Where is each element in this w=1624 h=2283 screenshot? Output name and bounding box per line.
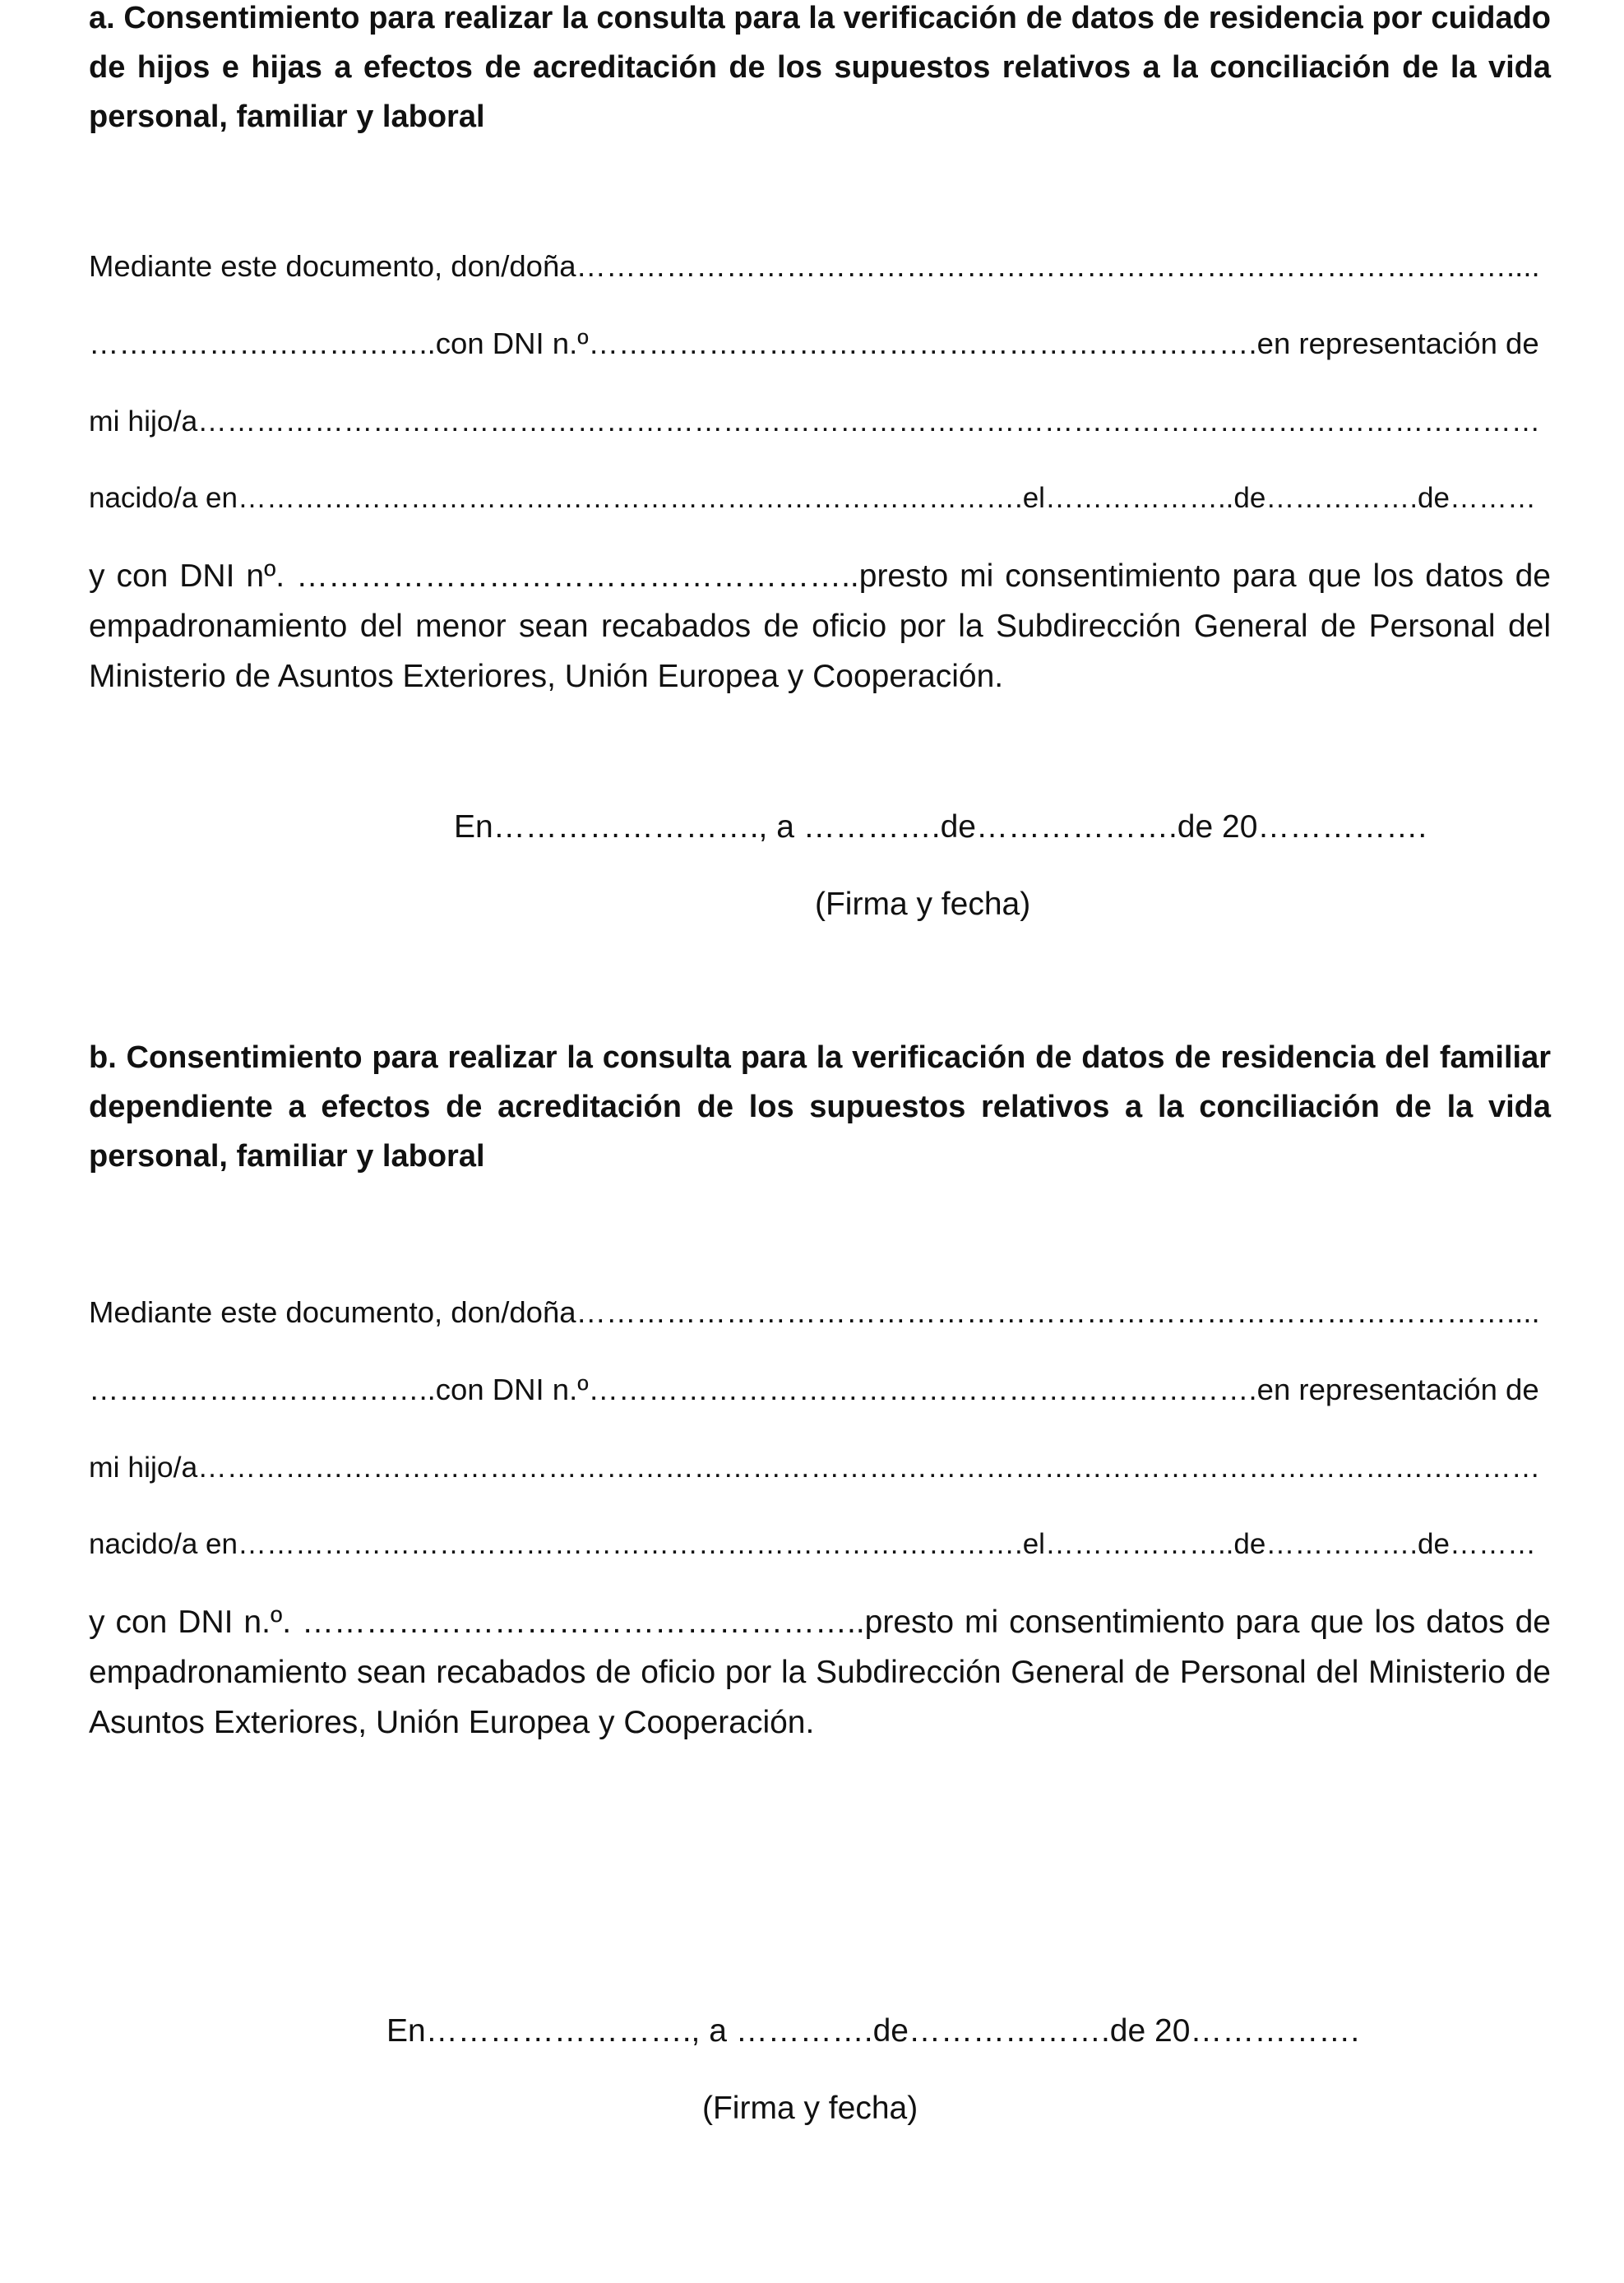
section-b-heading: b. Consentimiento para realizar la consulta para la verificación de datos de residencia del familiar dependiente a efectos de acreditación de los supuestos relativos a la conciliación de la vida personal, familiar y laboral [89, 1040, 1551, 1174]
section-a-heading: a. Consentimiento para realizar la consulta para la verificación de datos de residencia por cuidado de hijos e hijas a efectos de acreditación de los supuestos relativos a la conciliación de la vida personal, familiar y laboral [89, 1, 1551, 134]
section-b-dni-line: ……………………………..con DNI n.º………………………………………………………….en representación de [89, 1373, 1539, 1406]
section-b-name-line: Mediante este documento, don/doña………………………………………………………………………………….... [89, 1295, 1540, 1329]
section-b-signature-label: (Firma y fecha) [702, 2091, 918, 2126]
section-b-child-line: mi hijo/a………………………………………………………………………………………………………………………… [89, 1451, 1541, 1484]
section-a-child-line: mi hijo/a………………………………………………………………………………………………………………………… [89, 405, 1541, 438]
section-a-signature-label: (Firma y fecha) [815, 887, 1031, 922]
section-b-birth-line: nacido/a en……………………………………………………………………….el………………..de…………….de……… [89, 1528, 1536, 1560]
section-b [89, 1035, 1551, 2170]
section-a-name-line: Mediante este documento, don/doña………………………………………………………………………………….... [89, 249, 1540, 283]
section-b-consent-paragraph: y con DNI n.º. ……………………………………………..presto mi consentimiento para que los datos de empadronamiento sean recabados de oficio por la Subdirección General de Personal del Ministerio de Asuntos Exteriores, Unión Europea y Cooperación. [89, 1605, 1551, 1740]
section-a-place-date-line: En……………………., a ………….de……………….de 20……………. [454, 809, 1427, 845]
section-a-consent-paragraph: y con DNI nº. ……………………………………………..presto mi consentimiento para que los datos de empadronamiento del menor sean recabados de oficio por la Subdirección General de Personal del Ministerio de Asuntos Exteriores, Unión Europea y Cooperación. [89, 558, 1551, 694]
section-a [89, 0, 1551, 954]
section-a-birth-line: nacido/a en……………………………………………………………………….el………………..de…………….de……… [89, 482, 1536, 514]
section-a-dni-line: ……………………………..con DNI n.º………………………………………………………….en representación de [89, 326, 1539, 360]
section-b-place-date-line: En……………………., a ………….de……………….de 20……………. [386, 2013, 1360, 2049]
